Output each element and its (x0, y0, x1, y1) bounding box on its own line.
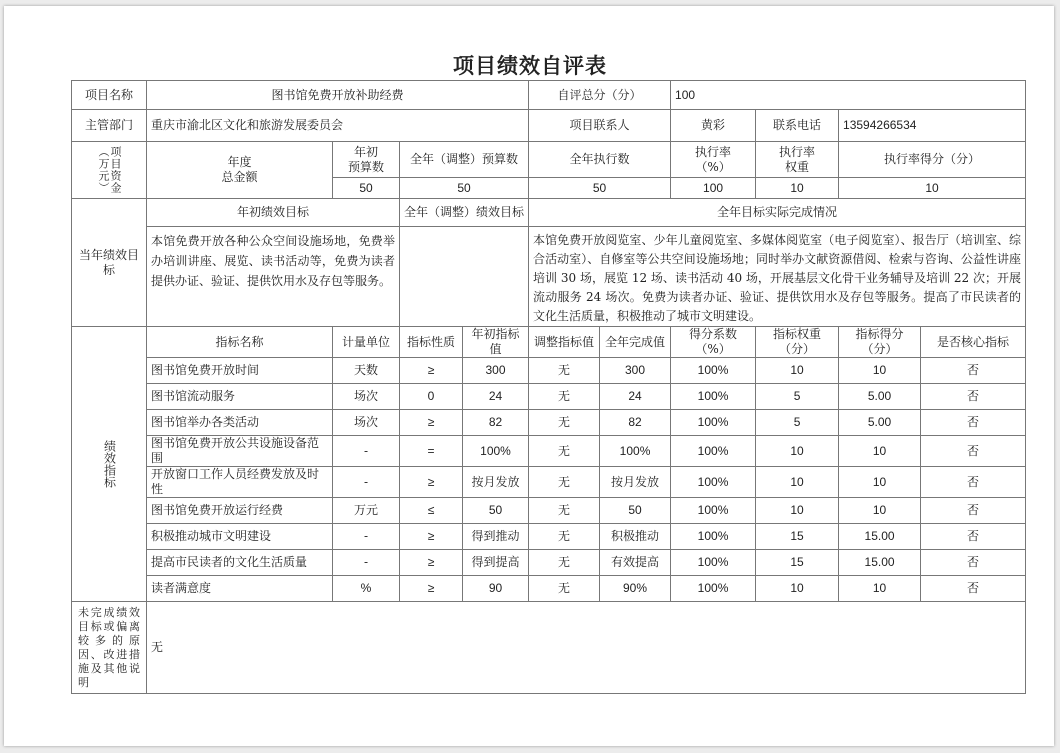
indicator-nature: ≥ (400, 467, 463, 498)
indicators-label-text: 绩效指标 (102, 440, 117, 488)
indicator-coefficient: 100% (671, 358, 756, 384)
executed-header: 全年执行数 (529, 142, 671, 178)
adjusted-goal-text (400, 227, 529, 327)
indicator-score: 15.00 (839, 524, 921, 550)
funds-label (72, 142, 147, 199)
contact-value: 黄彩 (671, 110, 756, 142)
indicator-score: 10 (839, 467, 921, 498)
actual-goal-header: 全年目标实际完成情况 (529, 199, 1026, 227)
goals-label: 当年绩效目标 (72, 199, 147, 327)
indicator-coefficient: 100% (671, 384, 756, 410)
indicator-weight: 10 (756, 436, 839, 467)
indicator-completed: 按月发放 (600, 467, 671, 498)
department-label: 主管部门 (72, 110, 147, 142)
indicator-weight: 15 (756, 550, 839, 576)
indicator-unit: - (333, 467, 400, 498)
indicator-score: 10 (839, 358, 921, 384)
indicator-name: 图书馆免费开放运行经费 (147, 498, 333, 524)
indicator-coefficient: 100% (671, 576, 756, 602)
initial-goal-header: 年初绩效目标 (147, 199, 400, 227)
project-name-value: 图书馆免费开放补助经费 (147, 81, 529, 110)
adjusted-budget-header: 全年（调整）预算数 (400, 142, 529, 178)
department-row (72, 110, 1026, 142)
indicator-core: 否 (921, 358, 1026, 384)
indicator-name: 图书馆免费开放公共设施设备范围 (147, 436, 333, 467)
goals-content-row (72, 227, 1026, 327)
table-row (72, 410, 1026, 436)
adjusted-goal-header: 全年（调整）绩效目标 (400, 199, 529, 227)
table-row (72, 524, 1026, 550)
indicator-name: 图书馆流动服务 (147, 384, 333, 410)
indicator-coefficient: 100% (671, 436, 756, 467)
indicator-name: 提高市民读者的文化生活质量 (147, 550, 333, 576)
table-row (72, 384, 1026, 410)
remarks-text: 无 (147, 602, 1026, 694)
indicator-name: 图书馆举办各类活动 (147, 410, 333, 436)
project-name-label: 项目名称 (72, 81, 147, 110)
indicator-core: 否 (921, 436, 1026, 467)
indicator-nature: = (400, 436, 463, 467)
indicator-adjusted: 无 (529, 524, 600, 550)
indicator-coefficient: 100% (671, 524, 756, 550)
indicator-weight: 10 (756, 467, 839, 498)
indicator-core: 否 (921, 410, 1026, 436)
actual-goal-text: 本馆免费开放阅览室、少年儿童阅览室、多媒体阅览室（电子阅览室）、报告厅（培训室、综合活动室）、自修室等公共空间设施场地；同时举办文献资源借阅、检索与咨询、公益性讲座培训 30 场，展览 12 场、读书活动 40 场，开展基层文化骨干业务辅导及培训 22 次；开展流动服务 24 场次。免费为读者办证、验证、提供饮用水及存包等服务。提高了市民读者的文化生活质量，积极推动了城市文明建设。 (529, 227, 1026, 327)
indicator-coefficient: 100% (671, 410, 756, 436)
indicator-nature: ≥ (400, 358, 463, 384)
indicator-nature: 0 (400, 384, 463, 410)
table-row (72, 436, 1026, 467)
indicator-weight: 15 (756, 524, 839, 550)
indicator-col-coefficient: 得分系数（%） (671, 327, 756, 358)
page-title: 项目绩效自评表 (453, 53, 607, 78)
initial-budget-header: 年初 预算数 (333, 142, 400, 178)
exec-rate-value: 100 (671, 178, 756, 199)
indicator-adjusted: 无 (529, 498, 600, 524)
indicator-initial: 24 (463, 384, 529, 410)
indicator-col-score: 指标得分（分） (839, 327, 921, 358)
indicator-core: 否 (921, 524, 1026, 550)
indicator-unit: 万元 (333, 498, 400, 524)
funds-header-row (72, 142, 1026, 178)
adjusted-budget-value: 50 (400, 178, 529, 199)
indicator-adjusted: 无 (529, 384, 600, 410)
indicator-initial: 50 (463, 498, 529, 524)
indicator-core: 否 (921, 576, 1026, 602)
indicator-initial: 300 (463, 358, 529, 384)
exec-weight-value: 10 (756, 178, 839, 199)
indicator-initial: 82 (463, 410, 529, 436)
indicator-name: 积极推动城市文明建设 (147, 524, 333, 550)
remarks-row (72, 602, 1026, 694)
indicator-col-core: 是否核心指标 (921, 327, 1026, 358)
evaluation-table (71, 80, 1026, 694)
indicator-name: 图书馆免费开放时间 (147, 358, 333, 384)
indicator-name: 开放窗口工作人员经费发放及时性 (147, 467, 333, 498)
indicator-initial: 90 (463, 576, 529, 602)
indicator-score: 10 (839, 498, 921, 524)
indicators-label (72, 327, 147, 602)
phone-label: 联系电话 (756, 110, 839, 142)
indicator-completed: 积极推动 (600, 524, 671, 550)
indicator-initial: 得到提高 (463, 550, 529, 576)
indicator-nature: ≥ (400, 524, 463, 550)
indicator-adjusted: 无 (529, 467, 600, 498)
exec-weight-header: 执行率 权重 (756, 142, 839, 178)
indicator-completed: 有效提高 (600, 550, 671, 576)
indicator-nature: ≥ (400, 550, 463, 576)
table-row (72, 576, 1026, 602)
indicator-coefficient: 100% (671, 498, 756, 524)
indicator-core: 否 (921, 467, 1026, 498)
executed-value: 50 (529, 178, 671, 199)
indicator-initial: 100% (463, 436, 529, 467)
indicator-score: 5.00 (839, 410, 921, 436)
indicator-unit: - (333, 550, 400, 576)
table-row (72, 550, 1026, 576)
phone-value: 13594266534 (839, 110, 1026, 142)
indicator-col-unit: 计量单位 (333, 327, 400, 358)
indicator-col-adjusted: 调整指标值 (529, 327, 600, 358)
indicator-completed: 50 (600, 498, 671, 524)
funds-label-text: 项目资金（万元） (97, 146, 122, 194)
indicator-completed: 100% (600, 436, 671, 467)
indicator-score: 5.00 (839, 384, 921, 410)
indicator-unit: 场次 (333, 410, 400, 436)
indicator-name: 读者满意度 (147, 576, 333, 602)
initial-budget-value: 50 (333, 178, 400, 199)
indicator-unit: 天数 (333, 358, 400, 384)
indicator-col-completed: 全年完成值 (600, 327, 671, 358)
indicator-col-name: 指标名称 (147, 327, 333, 358)
indicator-adjusted: 无 (529, 358, 600, 384)
indicator-weight: 10 (756, 576, 839, 602)
indicator-completed: 82 (600, 410, 671, 436)
project-name-row (72, 81, 1026, 110)
indicator-initial: 按月发放 (463, 467, 529, 498)
self-score-value: 100 (671, 81, 1026, 110)
indicator-weight: 5 (756, 384, 839, 410)
indicator-col-nature: 指标性质 (400, 327, 463, 358)
indicator-unit: - (333, 436, 400, 467)
exec-score-value: 10 (839, 178, 1026, 199)
table-row (72, 358, 1026, 384)
department-value: 重庆市渝北区文化和旅游发展委员会 (147, 110, 529, 142)
indicator-initial: 得到推动 (463, 524, 529, 550)
indicator-completed: 24 (600, 384, 671, 410)
indicator-adjusted: 无 (529, 436, 600, 467)
indicator-nature: ≥ (400, 576, 463, 602)
self-score-label: 自评总分（分） (529, 81, 671, 110)
indicator-core: 否 (921, 498, 1026, 524)
exec-score-header: 执行率得分（分） (839, 142, 1026, 178)
indicator-coefficient: 100% (671, 550, 756, 576)
indicator-adjusted: 无 (529, 410, 600, 436)
initial-goal-text: 本馆免费开放各种公众空间设施场地，免费举办培训讲座、展览、读书活动等，免费为读者提供办证、验证、提供饮用水及存包等服务。 (147, 227, 400, 327)
indicator-unit: % (333, 576, 400, 602)
indicator-weight: 5 (756, 410, 839, 436)
indicator-core: 否 (921, 384, 1026, 410)
indicator-score: 10 (839, 576, 921, 602)
indicator-score: 10 (839, 436, 921, 467)
goals-header-row (72, 199, 1026, 227)
indicator-coefficient: 100% (671, 467, 756, 498)
table-row (72, 467, 1026, 498)
indicator-nature: ≤ (400, 498, 463, 524)
indicator-completed: 300 (600, 358, 671, 384)
indicator-unit: 场次 (333, 384, 400, 410)
indicator-nature: ≥ (400, 410, 463, 436)
indicator-completed: 90% (600, 576, 671, 602)
indicator-adjusted: 无 (529, 576, 600, 602)
remarks-label: 未完成绩效目标或偏离较多的原因、改进措施及其他说明 (72, 602, 147, 694)
indicator-adjusted: 无 (529, 550, 600, 576)
indicator-col-weight: 指标权重（分） (756, 327, 839, 358)
contact-label: 项目联系人 (529, 110, 671, 142)
indicator-weight: 10 (756, 358, 839, 384)
exec-rate-header: 执行率 （%） (671, 142, 756, 178)
indicator-core: 否 (921, 550, 1026, 576)
table-row (72, 498, 1026, 524)
annual-total-header: 年度 总金额 (147, 142, 333, 199)
indicator-weight: 10 (756, 498, 839, 524)
indicator-score: 15.00 (839, 550, 921, 576)
indicator-header-row (72, 327, 1026, 358)
indicator-unit: - (333, 524, 400, 550)
indicator-col-initial: 年初指标值 (463, 327, 529, 358)
